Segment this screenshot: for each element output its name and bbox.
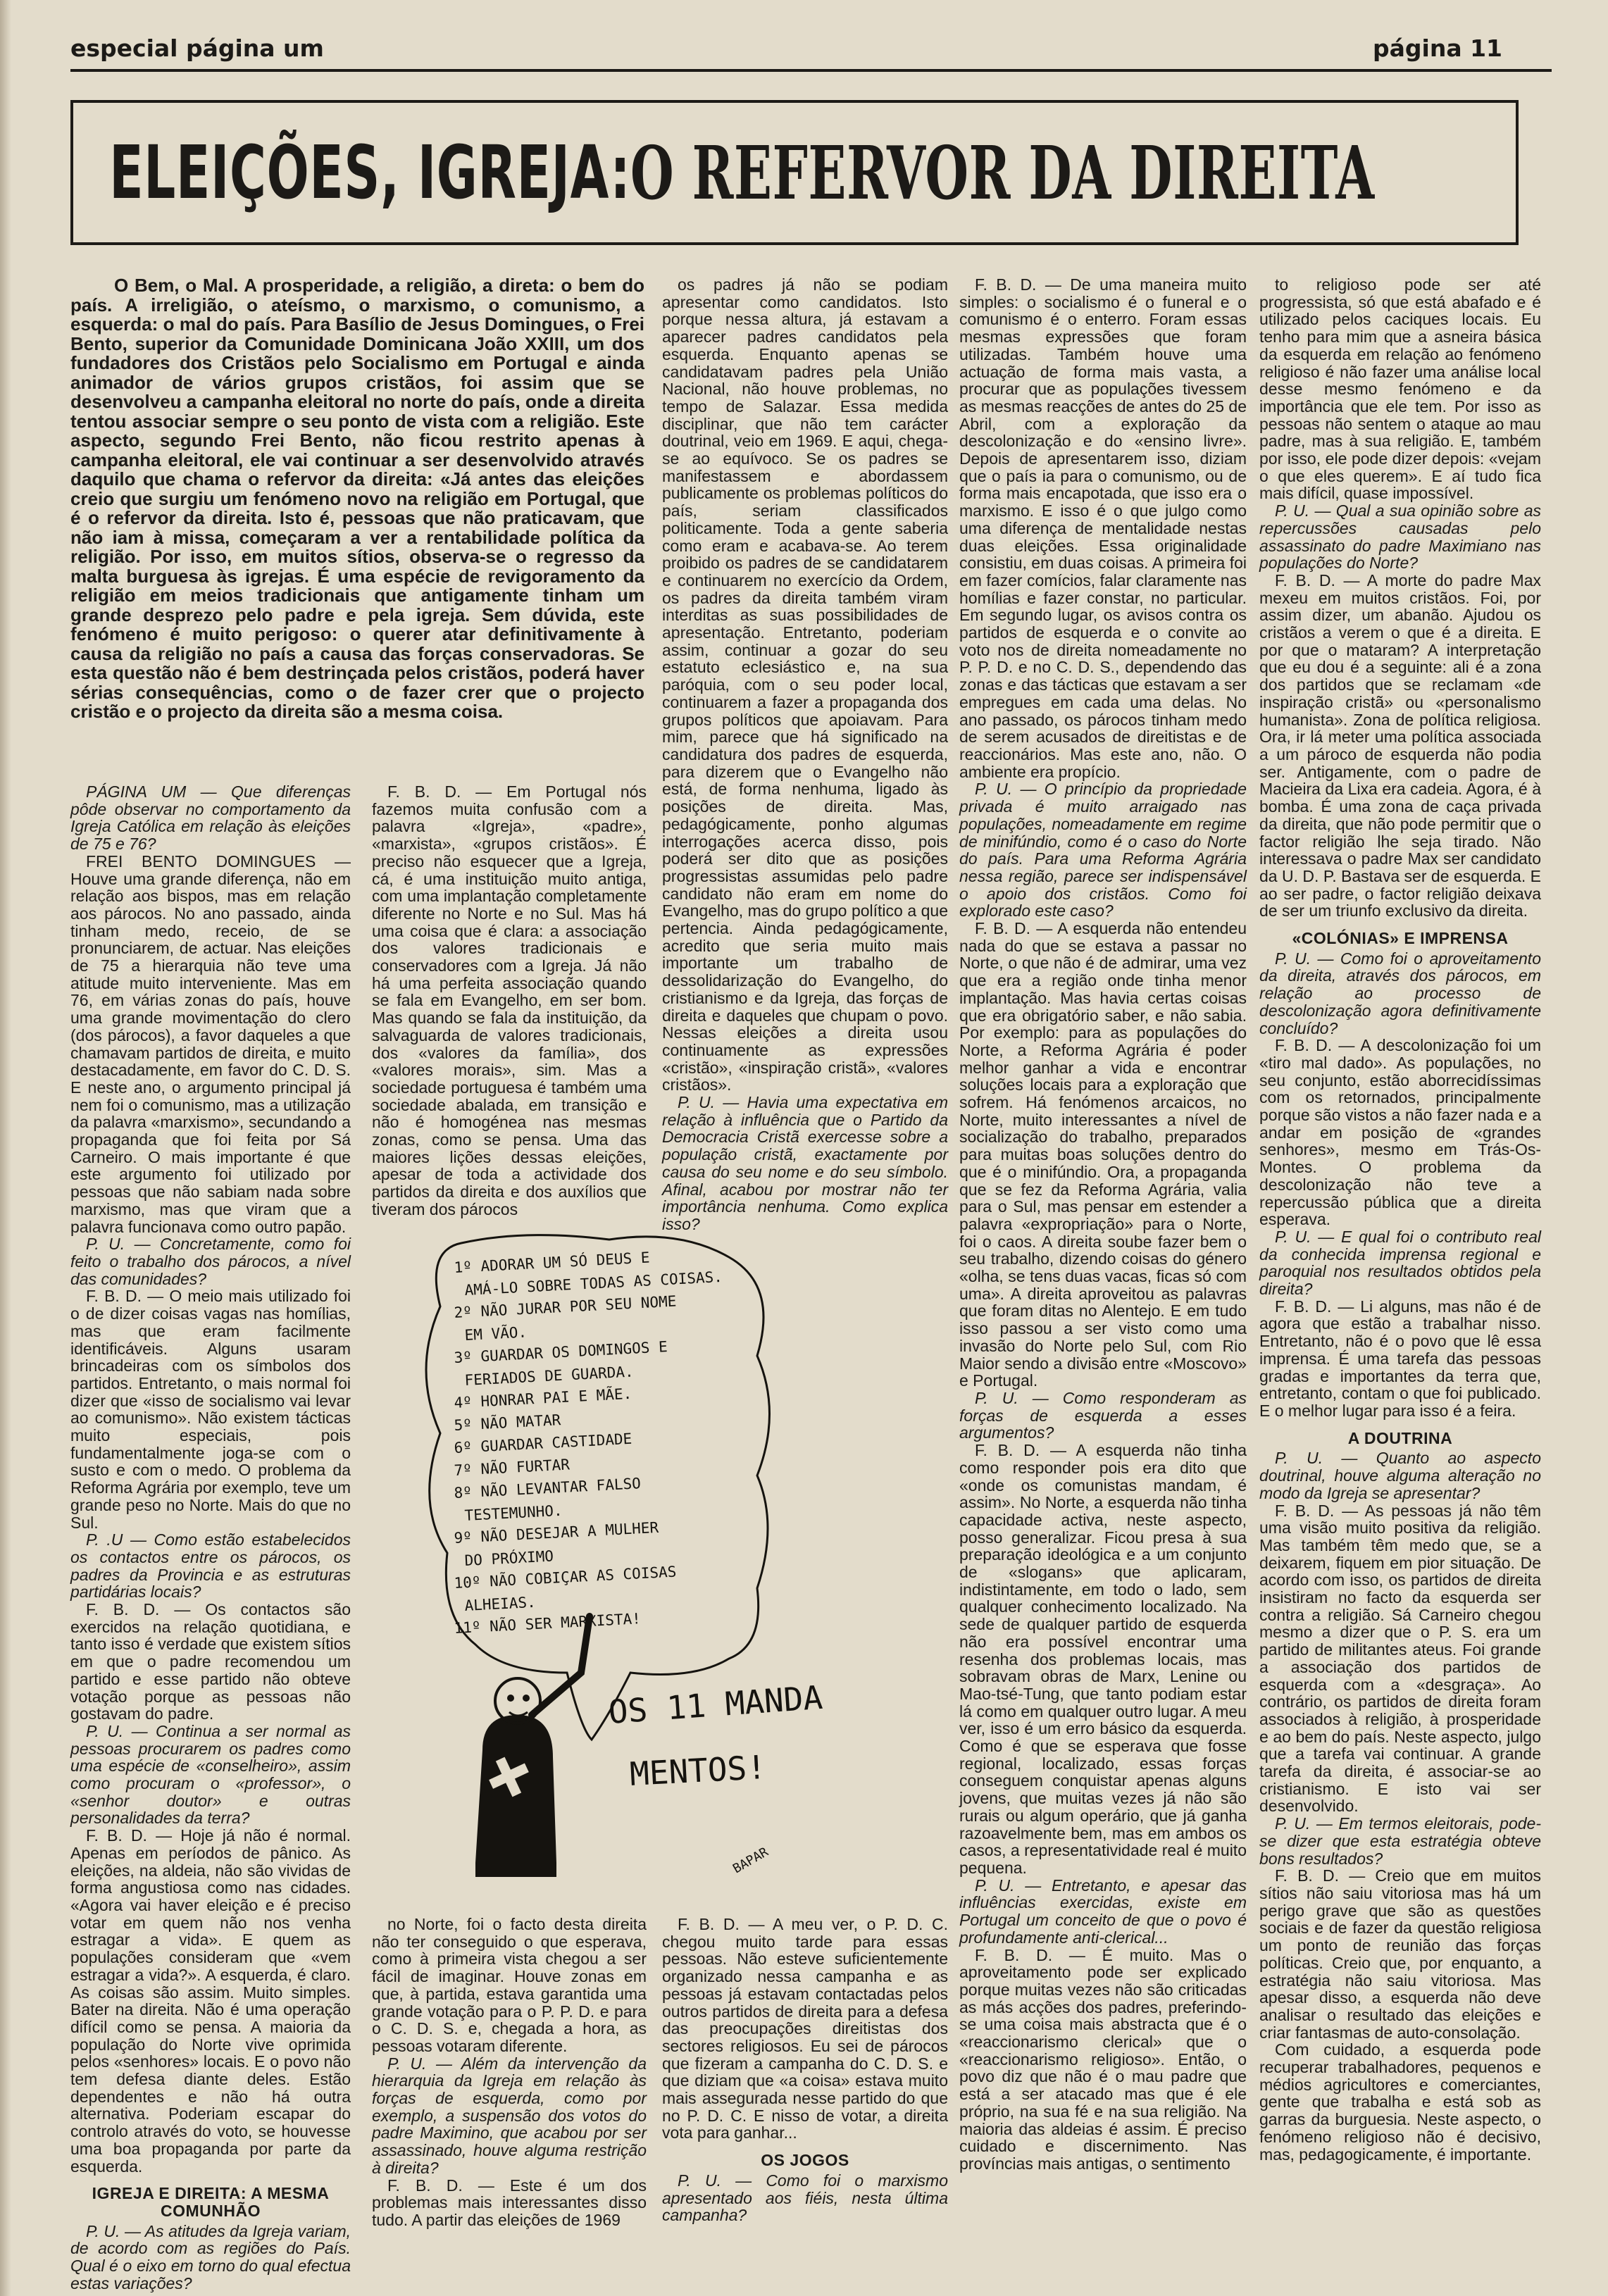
commandment-line: 1º ADORAR UM SÓ DEUS E xyxy=(454,1249,651,1276)
interview-answer: F. B. D. — Em Portugal nós fazemos muita confusão com a palavra «Igreja», «padre», «marxista», «grupos cristãos». É preciso não esquecer que a Igreja, cá, é uma instituição muito antiga, com uma implantação completamente diferente no Norte e no Sul. Mas há uma coisa que é clara: a associação dos valores tradicionais e conservadores com a Igreja. Já não há uma perfeita associação quando se fala em Evangelho, em ser bom. Mas quando se fala da instituição, da salvaguarda de valores tradicionais, dos «valores da família», dos «valores morais», sim. Mas a sociedade portuguesa é também uma sociedade abalada, em transição e não é homogénea nas mesmas zonas, como se pensa. Uma das maiores lições dessas eleições, apesar de toda a actividade dos partidos da direita e dos auxílios que tiveram dos párocos xyxy=(372,782,647,1218)
headline-part-1: ELEIÇÕES, IGREJA: xyxy=(109,130,631,216)
interview-answer: F. B. D. — A morte do padre Max mexeu em muitos cristãos. Foi, por assim dizer, um abanão. Ajudou os cristãos a verem o que é a direita. E por que o mataram? A interpretação que eu dou é a seguinte: ali é a zona dos partidos que se reclamam «de inspiração cristã» ou «personalismo humanista». Zona de política religiosa. Ora, ir lá meter uma política associada a um pároco de esquerda não podia ser. Antigamente, com o padre de Macieira da Lixa era cadeia. Agora, é à bomba. É uma zona de caça privada da direita, que não pode permitir que o factor religião lhe seja tirado. Não interessava o padre Max ser candidato da U. D. P. Bastava ser de esquerda. E ao ser padre, o factor religião deixava de ser um triunfo exclusivo da direita. xyxy=(1259,570,1541,921)
column-2-lower xyxy=(372,1916,647,2261)
commandment-line: 6º GUARDAR CASTIDADE xyxy=(454,1430,632,1456)
column-2 xyxy=(372,782,647,1218)
commandment-line: 9º NÃO DESEJAR A MULHER xyxy=(454,1518,659,1547)
header-rule xyxy=(70,69,1552,72)
commandments-text xyxy=(454,1248,723,1637)
interview-question: P. U. — Concretamente, como foi feito o trabalho dos párocos, a nível das comunidades? xyxy=(70,1235,351,1288)
commandment-line: TESTEMUNHO. xyxy=(464,1502,563,1524)
interview-answer: F. B. D. — As pessoas já não têm uma visão muito positiva da religião. Mas também têm medo que, se a deixarem, fiquem em pior situação. De acordo com isso, os partidos de direita insistiram no facto da esquerda ser contra a religião. Sá Carneiro chegou mesmo a dizer que o P. S. era um partido de militantes ateus. Foi grande a associação dos partidos de esquerda com a «desgraça». Ao contrário, os partidos de direita foram associados à religião, à prosperidade e ao bem do país. Neste aspecto, julgo que a tarefa vai continuar. A grande tarefa da direita, é associar-se ao cristianismo. E isto vai ser desenvolvido. xyxy=(1259,1501,1541,1816)
cartoon-signature: BAPAR xyxy=(730,1845,771,1877)
lead-paragraph xyxy=(70,276,644,773)
interview-question: P. U. — As atitudes da Igreja variam, de acordo com as regiões do País. Qual é o eixo em torno do qual efectua estas variações? xyxy=(70,2221,351,2292)
section-subheading: OS JOGOS xyxy=(761,2151,849,2170)
interview-answer: F. B. D. — A descolonização foi um «tiro mal dado». As populações, no seu conjunto, estão aborrecidíssimas com os retornados, principalmente porque são vistos a não fazer nada e a andar em posição de «grandes senhores», mesmo em Trás-Os-Montes. O problema da descolonização não teve a repercussão pública que a direita esperava. xyxy=(1259,1036,1541,1229)
interview-answer: F. B. D. — O meio mais utilizado foi o de dizer coisas vagas nas homílias, mas que eram facilmente identificáveis. Alguns usaram brincadeiras com os símbolos dos partidos. Entretanto, o mais normal foi dizer que «isso de socialismo vai levar ao comunismo». Não existem tácticas muito especiais, pois fundamentalmente joga-se com o susto e com o medo. O problema da Reforma Agrária por exemplo, teve um grande peso no Norte. Mais do que no Sul. xyxy=(70,1287,351,1532)
interview-question: P. U. — Entretanto, e apesar das influências exercidas, existe em Portugal um conceito de que o povo é profundamente anti-clerical... xyxy=(959,1876,1247,1947)
section-subheading: A DOUTRINA xyxy=(1347,1428,1453,1447)
column-1 xyxy=(70,782,351,2292)
cartoon-illustration xyxy=(398,1222,863,1891)
interview-question: P. U. — Como foi o marxismo apresentado aos fiéis, nesta última campanha? xyxy=(662,2171,948,2225)
interview-question: P. U. — Continua a ser normal as pessoas procurarem os padres como uma espécie de «conselheiro», assim como procuram o «professor», o «senhor doutor» e outras personalidades da terra? xyxy=(70,1721,351,1828)
priest-figure xyxy=(475,1616,590,1877)
interview-question: P. U. — Como responderam as forças de esquerda a esses argumentos? xyxy=(959,1389,1247,1442)
commandment-line: DO PRÓXIMO xyxy=(464,1547,554,1569)
headline-part-2: O REFERVOR DA DIREITA xyxy=(630,129,1375,216)
interview-answer: F. B. D. — A esquerda não entendeu nada do que se estava a passar no Norte, o que não é de admirar, uma vez que era a região onde tinha menor implantação. Mas havia certas coisas que era obrigatório saber, e não sabia. Por exemplo: para as populações do Norte, a Reforma Agrária é poder melhor ganhar a vida e encontrar soluções locais para a exploração que sofrem. Há fenómenos arcaicos, no Norte, muito interessantes a nível de socialização do trabalho, preparados para muitas boas soluções dentro do que é o minifúndio. Ora, a propaganda que se fez da Reforma Agrária, valia para o Sul, mas pensar em estender a palavra «expropriação» para o Norte, foi o caos. A direita soube fazer bem o seu trabalho, dizendo coisas do género «olha, se tens duas vacas, ficas só com uma». A direita aproveitou as palavras que foram ditas no Alentejo. E em tudo isso passou a ser visto como uma invasão do Norte pelo Sul, com Rio Maior sendo a divisão entre «Moscovo» e Portugal. xyxy=(959,919,1247,1390)
interview-answer: F. B. D. — É muito. Mas o aproveitamento pode ser explicado porque muitas vezes não são criticadas as más acções dos padres, preferindo-se uma coisa mais abstracta que é o «reaccionarismo clerical» que o «reaccionarismo religioso». Então, o povo diz que não é o mau padre que está a ser atacado mas que é ele próprio, na sua fé e na sua religião. Na maioria das aldeias é assim. É preciso cuidado e discernimento. Nas províncias mais antigas, o sentimento xyxy=(959,1945,1247,2173)
interview-answer: F. B. D. — Hoje já não é normal. Apenas em períodos de pânico. As eleições, na aldeia, não são vividas de forma angustiosa como nas cidades. «Agora vai haver eleição e é preciso votar em quem não nos venha estragar a vida». E quem as populações consideram que «vem estragar a vida?». A esquerda, é claro. As coisas são assim. Muito simples. Bater na direita. Não é uma operação difícil como se pensa. A maioria da população do Norte vive oprimida pelos «senhores» locais. E o povo não tem defesa diante deles. Estão dependentes e não há outra alternativa. Poderiam escapar do controlo através do voto, se houvesse uma boa propaganda por parte da esquerda. xyxy=(70,1826,351,2176)
commandment-line: ALHEIAS. xyxy=(464,1593,537,1614)
interview-question: P. U. — Havia uma expectativa em relação à influência que o Partido da Democracia Cristã exercesse sobre a população cristã, exactamente por causa do seu nome e do seu símbolo. Afinal, acabou por mostrar não ter importância nenhuma. Como explica isso? xyxy=(662,1093,948,1233)
commandment-line: 3º GUARDAR OS DOMINGOS E xyxy=(454,1338,668,1366)
interview-answer: F. B. D. — Este é um dos problemas mais interessantes disso tudo. A partir das eleições de 1969 xyxy=(372,2176,647,2229)
commandment-line: 4º HONRAR PAI E MÃE. xyxy=(454,1385,632,1411)
commandment-line: EM VÃO. xyxy=(464,1323,528,1344)
headline-box xyxy=(70,100,1519,245)
running-head xyxy=(70,31,1502,62)
cartoon-caption-1: OS 11 MANDA xyxy=(607,1678,824,1731)
interview-answer: Com cuidado, a esquerda pode recuperar trabalhadores, pequenos e médios agricultores e comerciantes, gente que trabalha e está sob as garras da burguesia. Neste aspecto, o fenómeno religioso não é decisivo, mas, pedagogicamente, é importante. xyxy=(1259,2040,1541,2164)
section-label: especial página um xyxy=(70,35,324,62)
column-5 xyxy=(1259,276,1541,2255)
section-subheading: «COLÓNIAS» E IMPRENSA xyxy=(1292,929,1509,948)
commandment-line: 10º NÃO COBIÇAR AS COISAS xyxy=(454,1563,677,1592)
interview-question: P. .U — Como estão estabelecidos os contactos entre os párocos, os padres da Provincia e as estruturas partidárias locais? xyxy=(70,1530,351,1602)
interview-question: P. U. — Como foi o aproveitamento da direita, através dos párocos, em relação ao processo de descolonização agora definitivamente concluído? xyxy=(1259,949,1541,1037)
column-4 xyxy=(959,276,1247,2255)
interview-answer: F. B. D. — Creio que em muitos sítios não saiu vitoriosa mas há um perigo grave que são as questões sociais e de fazer da questão religiosa um ponto de reunião das forças políticas. Creio que, por enquanto, a estratégia não saiu vitoriosa. Mas apesar disso, a esquerda não deve analisar o resultado das eleições e criar fantasmas de auto-consolação. xyxy=(1259,1866,1541,2042)
interview-answer: no Norte, foi o facto desta direita não ter conseguido o que esperava, como à primeira vista chegou a ser fácil de imaginar. Houve zonas em que, à partida, estava garantida uma grande votação para o P. P. D. e para o C. D. S. e, chegada a hora, as pessoas votaram diferente. xyxy=(372,1915,647,2055)
commandment-line: AMÁ-LO SOBRE TODAS AS COISAS. xyxy=(464,1268,723,1299)
interview-answer: os padres já não se podiam apresentar como candidatos. Isto porque nessa altura, já estavam a aparecer padres candidatos pela esquerda. Enquanto apenas se candidatavam padres pela União Nacional, não houve problemas, no tempo de Salazar. Essa medida disciplinar, que não tem carácter doutrinal, veio em 1969. E aqui, chega-se ao equívoco. Se os padres se manifestassem e abordassem publicamente os problemas políticos do país, seriam classificados politicamente. Toda a gente saberia como eram e acabava-se. Ao terem proibido os padres de se candidatarem e continuarem no exercício da Ordem, os padres da direita também viram interditas as suas possibilidades de apresentação. Entretanto, poderiam assim, continuar a gozar do seu estatuto eclesiástico e, na sua paróquia, com o seu poder local, continuarem a fazer a propaganda dos grupos políticos que apoiavam. Para mim, parece que há significado na candidatura dos padres de esquerda, para dizerem que o Evangelho não está, de forma nenhuma, ligado às posições de direita. Mas, pedagógicamente, ponho algumas interrogações acerca disso, pois poderá ser dito que as posições progressistas assumidas pelo padre candidato não eram em nome do Evangelho, mas do grupo político a que pertencia. Ainda pedagógicamente, acredito que seria muito mais importante um trabalho de dessolidarização do Evangelho, do cristianismo e da Igreja, das forças de direita e daqueles que chupam o povo. Nessas eleições a direita usou continuamente as expressões «cristão», «inspiração cristã», «valores cristãos». xyxy=(662,275,948,1094)
interview-question: P. U. — E qual foi o contributo real da conhecida imprensa regional e paroquial nos resultados obtidos pela direita? xyxy=(1259,1227,1541,1299)
interview-answer: F. B. D. — A meu ver, o P. D. C. chegou muito tarde para essas pessoas. Não esteve suficientemente organizado nessa campanha e as pessoas já estavam contactadas pelos outros partidos de direita para a defesa das preocupações direitistas dos sectores religiosos. Eu sei de párocos que fizeram a campanha do C. D. S. e que diziam que «a coisa» estava muito mais assegurada nesse partido do que no P. D. C. E nisso de votar, a direita vota para ganhar... xyxy=(662,1915,948,2142)
commandment-line: 5º NÃO MATAR xyxy=(454,1411,561,1434)
commandment-line: 7º NÃO FURTAR xyxy=(454,1456,571,1479)
page-number-label: página 11 xyxy=(1373,35,1502,62)
interview-answer: F. B. D. — Os contactos são exercidos na relação quotidiana, e tanto isso é verdade que existem sítios em que o padre recomendou um partido e esse partido não obteve votação porque as pessoas não gostavam do padre. xyxy=(70,1600,351,1723)
lead-text: O Bem, o Mal. A prosperidade, a religião, a direta: o bem do país. A irreligião, o ateísmo, o marxismo, o comunismo, a esquerda: o mal do país. Para Basílio de Jesus Domingues, o Frei Bento, superior da Comunidade Dominicana João XXIII, um dos fundadores dos Cristãos pelo Socialismo em Portugal e ainda animador de vários grupos cristãos, foi assim que se desenvolveu a campanha eleitoral no norte do país, onde a direita tentou associar sempre o seu ponto de vista com a religião. Este aspecto, segundo Frei Bento, não ficou restrito apenas à campanha eleitoral, ele vai continuar a ser desenvolvido através daquilo que chama o refervor da direita: «Já antes das eleições creio que surgiu um fenómeno novo na religião em Portugal, que é o refervor da direita. Isto é, pessoas que não praticavam, que não iam à missa, começaram a ver a rentabilidade política da religião. Por isso, em muitos sítios, observa-se o regresso da malta burguesa às igrejas. É uma espécie de revigoramento da religião em meios tradicionais que antigamente tinham um grande desprezo pelo padre e pela igreja. Sem dúvida, este fenómeno é muito perigoso: o querer atar definitivamente à causa da religião no país a causa das forças conservadoras. Se esta questão não é bem destrinçada pelos cristãos, poderá haver sérias consequências, como o de fazer crer que o projecto cristão e o projecto da direita são a mesma coisa. xyxy=(70,275,644,722)
commandment-line: 11º NÃO SER MARXISTA! xyxy=(454,1610,642,1637)
column-3-lower xyxy=(662,1916,948,2261)
interview-answer: FREI BENTO DOMINGUES — Houve uma grande diferença, não em relação aos bispos, mas em relação aos párocos. No ano passado, ainda tinham medo, receio, de se pronunciarem, de actuar. Nas eleições de 75 a hierarquia não teve uma atitude muito interveniente. Mas em 76, em várias zonas do país, houve uma grande movimentação do clero (dos párocos), a favor daqueles a que chamavam partidos de direita, e muito destacadamente, em favor do C. D. S. E neste ano, o argumento principal já nem foi o comunismo, mas a utilização da palavra «marxismo», secundando a propaganda que foi feita por Sá Carneiro. O mais importante é que este argumento foi utilizado por pessoas que não sabiam nada sobre marxismo, mas que viram que a palavra funcionava como outro papão. xyxy=(70,851,351,1236)
interview-answer: F. B. D. — A esquerda não tinha como responder pois era dito que «onde os comunistas mandam, é assim». No Norte, a esquerda não tinha capacidade activa, neste aspecto, posso generalizar. Ficou presa à sua preparação ideológica e a um conjunto de «slogans» que aplicaram, indistintamente, em todo o lado, sem qualquer conhecimento localizado. Na sede de qualquer partido de esquerda não era possível encontrar uma resenha dos problemas locais, mas sobravam obras de Marx, Lenine ou Mao-tsé-Tung, que tanto podiam estar lá como em qualquer outro lugar. A meu ver, isso é um erro básico da esquerda. Como é que se esperava que fosse regional, localizado, essas forças conseguem conquistar apenas alguns jovens, que muitas vezes já não são rurais ou algum operário, que já ganha razoavelmente bem, mas em ambos os casos, a representatividade real é muito pequena. xyxy=(959,1441,1247,1877)
interview-question: P. U. — Além da intervenção da hierarquia da Igreja em relação às forças de esquerda, como por exemplo, a suspensão dos votos do padre Maximino, que acabou por ser assassinado, houve alguma restrição à direita? xyxy=(372,2054,647,2177)
commandment-line: 2º NÃO JURAR POR SEU NOME xyxy=(454,1292,677,1321)
column-3 xyxy=(662,275,948,1233)
interview-answer: F. B. D. — Li alguns, mas não é de agora que estão a trabalhar nisso. Entretanto, não é o povo que lê essa imprensa. É uma tarefa das pessoas gradas e importantes da terra que, entretanto, contam o que foi publicado. E o melhor lugar para isso é a feira. xyxy=(1259,1297,1541,1420)
section-subheading: IGREJA E DIREITA: A MESMA COMUNHÃO xyxy=(92,2184,330,2220)
interview-question: P. U. — Quanto ao aspecto doutrinal, houve alguma alteração no modo da Igreja se apresentar? xyxy=(1259,1449,1541,1502)
interview-question: P. U. — Em termos eleitorais, pode-se dizer que esta estratégia obteve bons resultados? xyxy=(1259,1814,1541,1868)
commandment-line: FERIADOS DE GUARDA. xyxy=(464,1363,635,1389)
cartoon-caption-2: MENTOS! xyxy=(628,1747,768,1793)
interview-answer: F. B. D. — De uma maneira muito simples: o socialismo é o funeral e o comunismo é o enterro. Foram essas mesmas expressões que foram utilizadas. Também houve uma actuação de forma mais vasta, a procurar que as populações tivessem as mesmas reacções de antes do 25 de Abril, com a exploração da descolonização e do «ensino livre». Depois de apresentarem isso, diziam que o país ia para o comunismo, ou de forma mais encapotada, que isso era o marxismo. E isso é o que julgo como uma diferença de mentalidade nestas duas eleições. Essa originalidade consistiu, em duas coisas. A primeira foi em fazer comícios, falar claramente nas homílias e fazer constar, no particular. Em segundo lugar, os avisos contra os partidos de esquerda e o convite ao voto nos de direita nomeadamente no P. P. D. e no C. D. S., dependendo das zonas e das tácticas que estavam a ser empregues em cada uma delas. No ano passado, os párocos tinham medo de serem acusados de direitistas e de reaccionários. Mas este ano, não. O ambiente era propício. xyxy=(959,275,1247,781)
interview-question: P. U. — Qual a sua opinião sobre as repercussões causadas pelo assassinato do padre Maximiano nas populações do Norte? xyxy=(1259,501,1541,573)
commandment-line: 8º NÃO LEVANTAR FALSO xyxy=(454,1475,642,1502)
interview-question: P. U. — O princípio da propriedade privada é muito arraigado nas populações, nomeadamente em regime de minifúndio, como é o caso do Norte do país. Para uma Reforma Agrária nessa região, parece ser indispensável o apoio dos cristãos. Como foi explorado este caso? xyxy=(959,780,1247,921)
interview-answer: to religioso pode ser até progressista, só que está abafado e é utilizado pelos caciques locais. Eu tenho para mim que a asneira básica da esquerda em relação ao fenómeno religioso é não fazer uma análise local desse mesmo fenómeno e da importância que ele tem. Por isso as pessoas não sentem o ataque ao mau padre, mas à sua religião. E, também por isso, ele pode dizer depois: «vejam o que eles querem». E aí tudo fica mais difícil, quase impossível. xyxy=(1259,275,1541,503)
page-edge xyxy=(0,0,11,2296)
interview-question: PÁGINA UM — Que diferenças pôde observar no comportamento da Igreja Católica em relação às eleições de 75 e 76? xyxy=(70,782,351,854)
